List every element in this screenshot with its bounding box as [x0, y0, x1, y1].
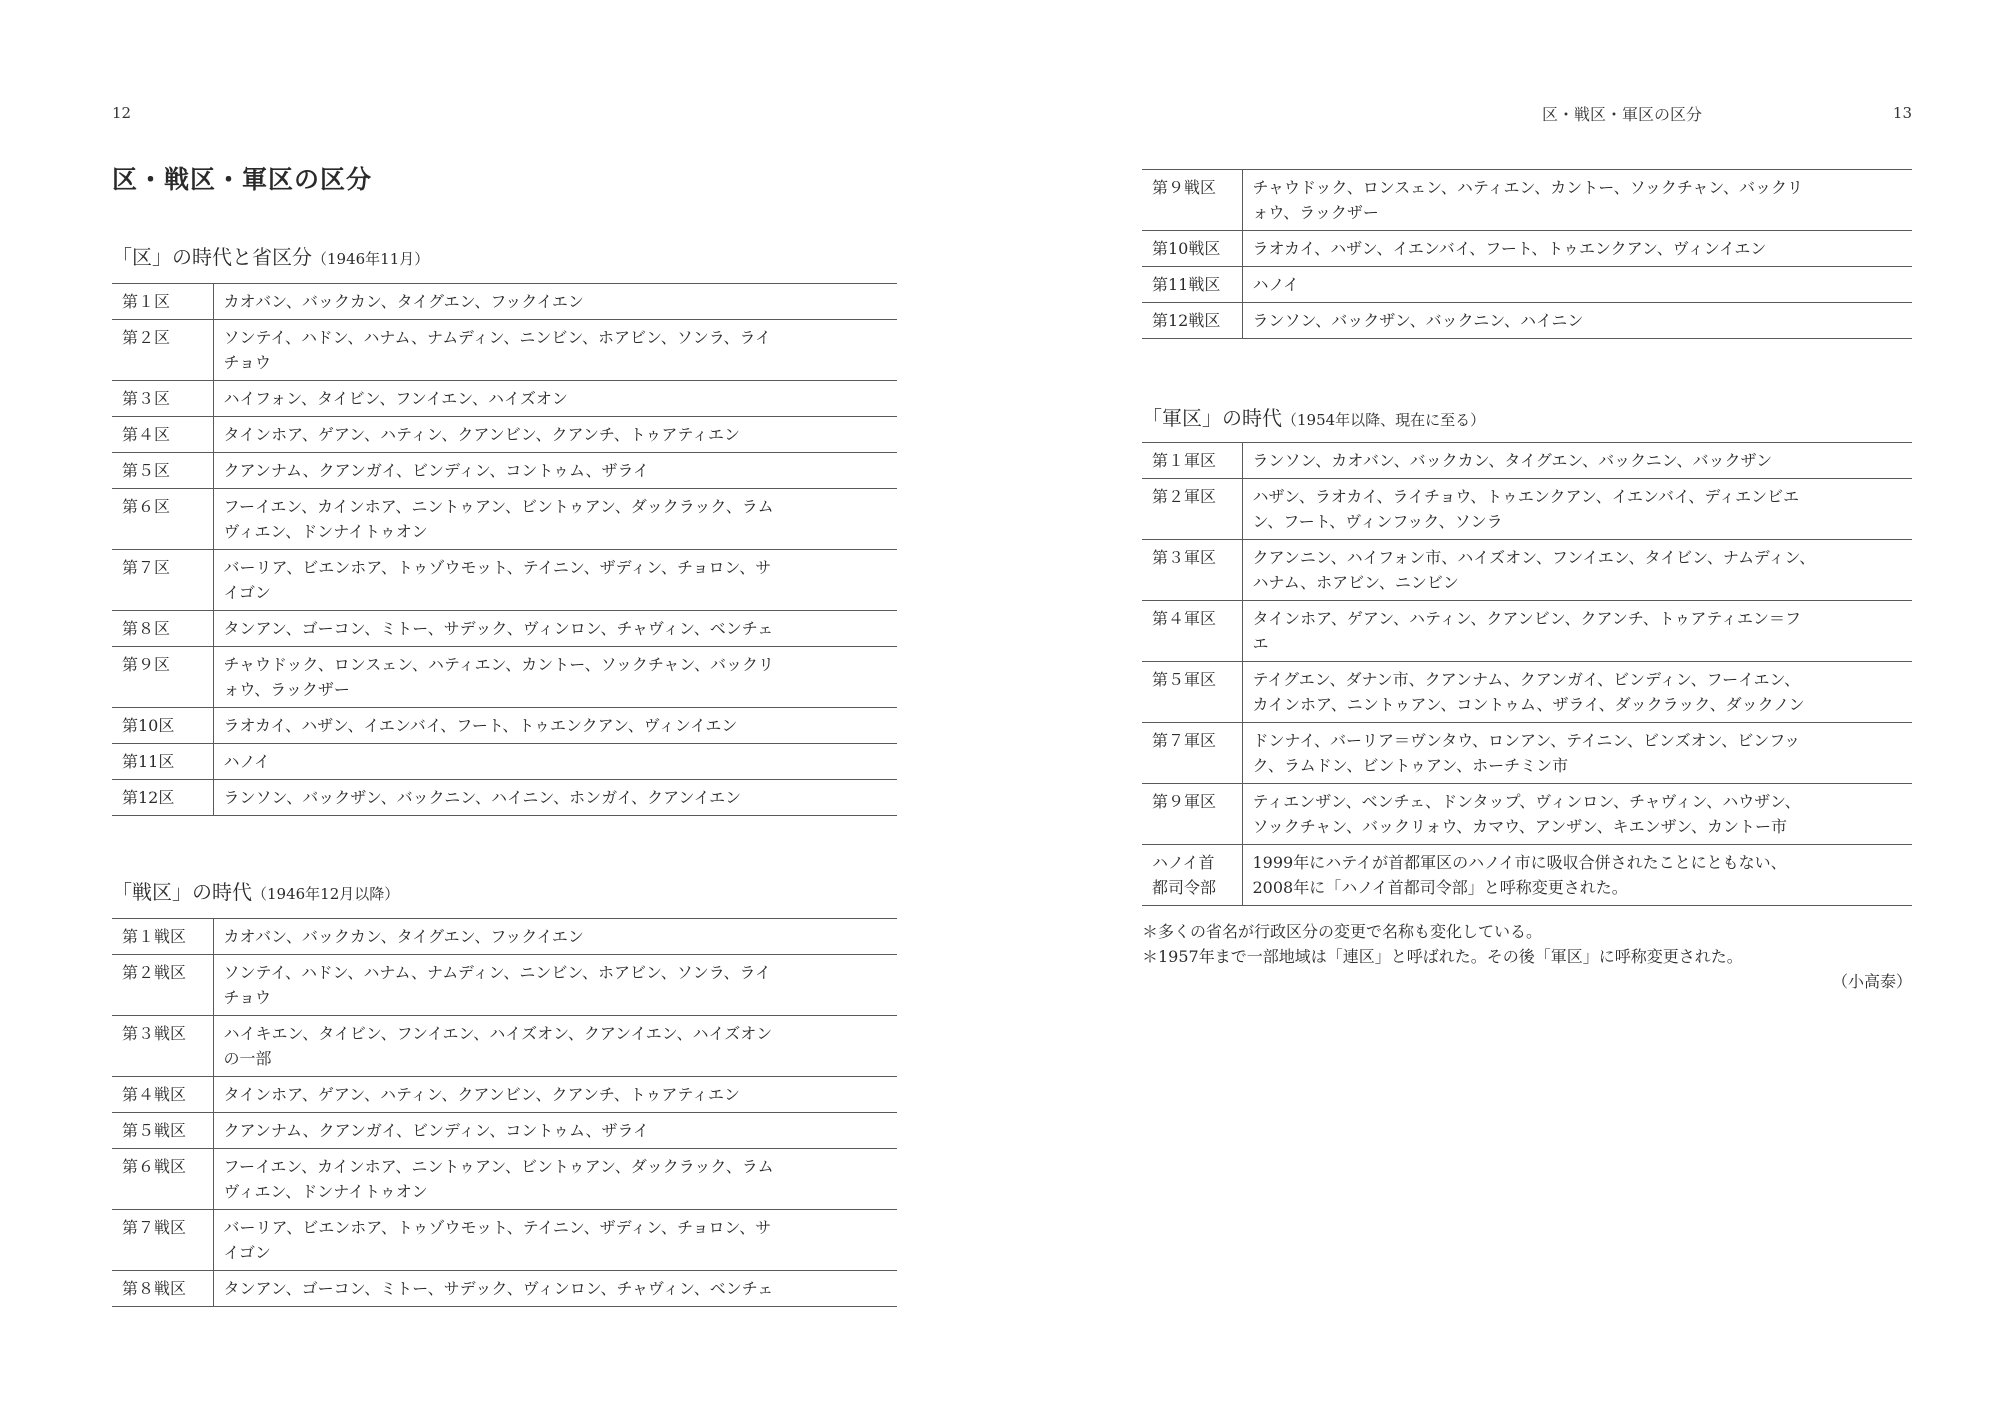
- district-provinces: カオバン、バックカン、タイグエン、フックイエン: [213, 284, 897, 320]
- district-label: 第９軍区: [1142, 784, 1242, 845]
- district-provinces: タンアン、ゴーコン、ミトー、サデック、ヴィンロン、チャヴィン、ベンチェ: [213, 611, 897, 647]
- table-ku: [112, 283, 897, 816]
- table-row: [112, 1077, 897, 1113]
- district-provinces: クアンナム、クアンガイ、ビンディン、コントゥム、ザライ: [213, 453, 897, 489]
- district-provinces: ハイフォン、タイビン、フンイエン、ハイズオン: [213, 381, 897, 417]
- table-row: [112, 708, 897, 744]
- district-provinces: タインホア、ゲアン、ハティン、クアンビン、クアンチ、トゥアティエン: [213, 1077, 897, 1113]
- table-row: [1142, 170, 1912, 231]
- table-row: [1142, 723, 1912, 784]
- district-label: 第８区: [112, 611, 213, 647]
- section-title-gunku-text: 「軍区」の時代: [1142, 406, 1282, 430]
- section-title-senku-text: 「戦区」の時代: [112, 880, 252, 904]
- table-row: [1142, 443, 1912, 479]
- district-label: 第７戦区: [112, 1210, 213, 1271]
- table-row: [112, 955, 897, 1016]
- district-provinces: フーイエン、カインホア、ニントゥアン、ビントゥアン、ダックラック、ラム ヴィエン、ドンナイトゥオン: [213, 489, 897, 550]
- table-row: [1142, 479, 1912, 540]
- table-row: [112, 1210, 897, 1271]
- district-label: 第４区: [112, 417, 213, 453]
- section-title-senku: [112, 876, 399, 905]
- district-provinces: バーリア、ビエンホア、トゥゾウモット、テイニン、ザディン、チョロン、サ イゴン: [213, 550, 897, 611]
- district-provinces: チャウドック、ロンスェン、ハティエン、カントー、ソックチャン、バックリ ォウ、ラックザー: [1242, 170, 1912, 231]
- district-provinces: タインホア、ゲアン、ハティン、クアンビン、クアンチ、トゥアティエン: [213, 417, 897, 453]
- table-row: [1142, 784, 1912, 845]
- district-provinces: ハザン、ラオカイ、ライチョウ、トゥエンクアン、イエンバイ、ディエンビエ ン、フート、ヴィンフック、ソンラ: [1242, 479, 1912, 540]
- district-label: 第１軍区: [1142, 443, 1242, 479]
- section-title-gunku: [1142, 402, 1485, 431]
- table-senku-continued-body: [1142, 170, 1912, 339]
- district-label: 第５区: [112, 453, 213, 489]
- district-provinces: 1999年にハテイが首都軍区のハノイ市に吸収合併されたことにともない、 2008年に「ハノイ首都司令部」と呼称変更された。: [1242, 845, 1912, 906]
- table-row: [112, 1271, 897, 1307]
- table-row: [112, 453, 897, 489]
- right-page: [1000, 0, 2000, 1414]
- district-label: 第１区: [112, 284, 213, 320]
- district-provinces: ソンテイ、ハドン、ハナム、ナムディン、ニンビン、ホアビン、ソンラ、ライ チョウ: [213, 955, 897, 1016]
- district-provinces: ソンテイ、ハドン、ハナム、ナムディン、ニンビン、ホアビン、ソンラ、ライ チョウ: [213, 320, 897, 381]
- section-note-ku: （1946年11月）: [312, 250, 430, 268]
- district-label: 第５戦区: [112, 1113, 213, 1149]
- table-senku: [112, 918, 897, 1307]
- table-row: [112, 489, 897, 550]
- district-provinces: ハノイ: [213, 744, 897, 780]
- district-label: 第12区: [112, 780, 213, 816]
- district-label: 第２区: [112, 320, 213, 381]
- section-title-ku-text: 「区」の時代と省区分: [112, 245, 312, 269]
- footnote: ＊多くの省名が行政区分の変更で名称も変化している。: [1142, 922, 1543, 941]
- district-label: 第３戦区: [112, 1016, 213, 1077]
- district-label: 第３軍区: [1142, 540, 1242, 601]
- district-provinces: ラオカイ、ハザン、イエンバイ、フート、トゥエンクアン、ヴィンイエン: [213, 708, 897, 744]
- district-provinces: クアンニン、ハイフォン市、ハイズオン、フンイエン、タイビン、ナムディン、 ハナム、ホアビン、ニンビン: [1242, 540, 1912, 601]
- district-provinces: バーリア、ビエンホア、トゥゾウモット、テイニン、ザディン、チョロン、サ イゴン: [213, 1210, 897, 1271]
- district-label: 第９戦区: [1142, 170, 1242, 231]
- table-senku-continued: [1142, 169, 1912, 339]
- district-label: 第11区: [112, 744, 213, 780]
- section-note-gunku: （1954年以降、現在に至る）: [1282, 411, 1486, 429]
- table-row: [1142, 231, 1912, 267]
- district-label: 第４戦区: [112, 1077, 213, 1113]
- table-row: [112, 780, 897, 816]
- page-title: 区・戦区・軍区の区分: [112, 165, 373, 194]
- table-row: [1142, 601, 1912, 662]
- district-label: 第１戦区: [112, 919, 213, 955]
- district-provinces: フーイエン、カインホア、ニントゥアン、ビントゥアン、ダックラック、ラム ヴィエン、ドンナイトゥオン: [213, 1149, 897, 1210]
- district-label: 第９区: [112, 647, 213, 708]
- table-row: [1142, 267, 1912, 303]
- table-row: [1142, 540, 1912, 601]
- footnote: ＊1957年まで一部地域は「連区」と呼ばれた。その後「軍区」に呼称変更された。: [1142, 947, 1743, 966]
- table-row: [112, 744, 897, 780]
- district-label: 第８戦区: [112, 1271, 213, 1307]
- district-label: 第７区: [112, 550, 213, 611]
- table-gunku: [1142, 442, 1912, 906]
- page-number-right: 13: [1892, 104, 1912, 122]
- district-label: 第２戦区: [112, 955, 213, 1016]
- table-row: [112, 381, 897, 417]
- district-label: 第６区: [112, 489, 213, 550]
- table-row: [112, 919, 897, 955]
- table-row: [112, 1016, 897, 1077]
- district-provinces: ランソン、バックザン、バックニン、ハイニン: [1242, 303, 1912, 339]
- district-label: 第10戦区: [1142, 231, 1242, 267]
- table-gunku-body: [1142, 443, 1912, 906]
- author-credit: （小高泰）: [1831, 972, 1912, 991]
- table-ku-body: [112, 284, 897, 816]
- district-label: 第12戦区: [1142, 303, 1242, 339]
- district-label: 第11戦区: [1142, 267, 1242, 303]
- section-note-senku: （1946年12月以降）: [252, 885, 400, 903]
- district-provinces: タインホア、ゲアン、ハティン、クアンビン、クアンチ、トゥアティエン＝フ エ: [1242, 601, 1912, 662]
- table-row: [112, 611, 897, 647]
- district-provinces: ハノイ: [1242, 267, 1912, 303]
- district-provinces: ラオカイ、ハザン、イエンバイ、フート、トゥエンクアン、ヴィンイエン: [1242, 231, 1912, 267]
- table-row: [112, 1149, 897, 1210]
- page-number-left: 12: [112, 104, 132, 122]
- table-row: [112, 1113, 897, 1149]
- district-label: 第４軍区: [1142, 601, 1242, 662]
- district-provinces: ランソン、バックザン、バックニン、ハイニン、ホンガイ、クアンイエン: [213, 780, 897, 816]
- footnotes: [1142, 919, 1912, 994]
- district-provinces: テイグエン、ダナン市、クアンナム、クアンガイ、ビンディン、フーイエン、 カインホア、ニントゥアン、コントゥム、ザライ、ダックラック、ダックノン: [1242, 662, 1912, 723]
- district-label: 第３区: [112, 381, 213, 417]
- district-provinces: ハイキエン、タイビン、フンイエン、ハイズオン、クアンイエン、ハイズオン の一部: [213, 1016, 897, 1077]
- district-label: 第10区: [112, 708, 213, 744]
- district-label: 第６戦区: [112, 1149, 213, 1210]
- district-provinces: ティエンザン、ベンチェ、ドンタップ、ヴィンロン、チャヴィン、ハウザン、 ソックチャン、バックリォウ、カマウ、アンザン、キエンザン、カントー市: [1242, 784, 1912, 845]
- district-label: ハノイ首 都司令部: [1142, 845, 1242, 906]
- section-title-ku: [112, 241, 429, 270]
- table-row: [112, 320, 897, 381]
- table-row: [1142, 845, 1912, 906]
- district-provinces: ドンナイ、バーリア＝ヴンタウ、ロンアン、テイニン、ビンズオン、ビンフッ ク、ラムドン、ビントゥアン、ホーチミン市: [1242, 723, 1912, 784]
- district-provinces: タンアン、ゴーコン、ミトー、サデック、ヴィンロン、チャヴィン、ベンチェ: [213, 1271, 897, 1307]
- district-provinces: クアンナム、クアンガイ、ビンディン、コントゥム、ザライ: [213, 1113, 897, 1149]
- district-provinces: カオバン、バックカン、タイグエン、フックイエン: [213, 919, 897, 955]
- district-provinces: ランソン、カオバン、バックカン、タイグエン、バックニン、バックザン: [1242, 443, 1912, 479]
- table-row: [112, 550, 897, 611]
- district-provinces: チャウドック、ロンスェン、ハティエン、カントー、ソックチャン、バックリ ォウ、ラックザー: [213, 647, 897, 708]
- table-senku-body: [112, 919, 897, 1307]
- table-row: [112, 284, 897, 320]
- table-row: [112, 417, 897, 453]
- running-head: 区・戦区・軍区の区分: [1541, 105, 1702, 124]
- district-label: 第５軍区: [1142, 662, 1242, 723]
- district-label: 第７軍区: [1142, 723, 1242, 784]
- table-row: [1142, 303, 1912, 339]
- table-row: [112, 647, 897, 708]
- district-label: 第２軍区: [1142, 479, 1242, 540]
- table-row: [1142, 662, 1912, 723]
